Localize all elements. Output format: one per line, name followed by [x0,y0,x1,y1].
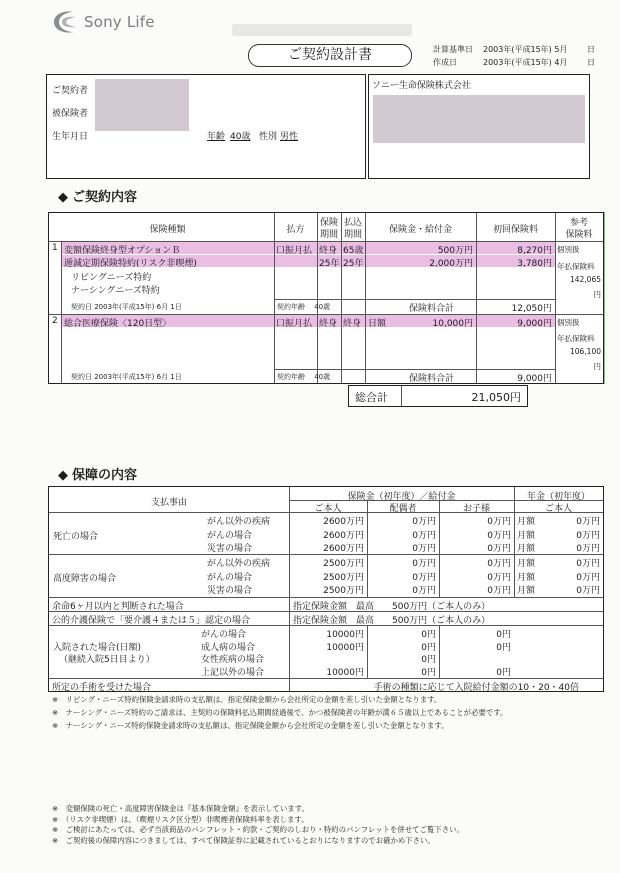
coverage-cause: 災害の場合 [207,544,253,554]
coverage-spouse: 0万円 [412,572,436,583]
header-benefit: 保険金（初年度）／給付金 [347,492,456,502]
coverage-pension: 0万円 [576,572,600,583]
contract-age: 契約年齢 40歳 [277,303,331,311]
hospital-cause: 上記以外の場合 [201,667,265,678]
row-divider [274,369,555,370]
sex-value: 男性 [280,132,299,142]
ref-unit: 円 [593,290,601,299]
redacted-name [95,79,189,131]
sex-label: 性別 [259,132,278,142]
insured-label: 被保険者 [52,109,89,119]
col-divider [274,213,275,383]
hospital-label-1: 入院された場合(日額) [53,643,142,653]
contractor-label: ご契約者 [52,86,89,96]
age-label: 年齢 [207,132,226,142]
footnote: ※ ナーシング・ニーズ特約保険金請求時の支払額は、指定保険金額から会社所定の金額を差し引いた金額となります。 [52,721,449,730]
ref-value: 106,100 [569,347,601,356]
created-date-label: 作成日 [433,58,457,67]
coverage-pension-label: 月額 [517,530,536,541]
subtotal-label: 保険料合計 [409,304,455,314]
ref-label: 年払保険料 [557,334,595,343]
col-divider [365,213,366,383]
hospital-spouse: 0円 [421,667,436,678]
coverage-cause: がんの場合 [207,530,253,541]
terminal-value: 指定保険金額 最高 500万円（ご本人のみ） [293,602,491,612]
hospital-spouse: 0円 [421,655,436,665]
plan-pay: 口振月払 [276,319,313,329]
sony-life-logo-icon [50,8,80,36]
coverage-child: 0万円 [487,572,511,583]
hospital-label-2: （継続入院5日目より） [59,655,155,665]
age-value: 40歳 [230,132,251,142]
coverage-pension: 0万円 [576,530,600,541]
row-divider [49,554,603,555]
coverage-child: 0万円 [487,544,511,554]
hospital-self: 10000円 [326,642,364,653]
calc-date-day: 日 [587,45,595,54]
plan-name: ナーシングニーズ特約 [71,286,160,296]
grand-total-box [348,385,528,407]
row-divider [49,314,603,315]
care-value: 指定保険金額 最高 500万円（ご本人のみ） [293,616,491,626]
coverage-self: 2500万円 [323,559,364,569]
row-divider [49,597,603,598]
coverage-pension: 0万円 [576,586,600,596]
logo-text: Sony Life [84,13,155,31]
footnote: ※ （リスク非喫煙）は、（喫煙リスク区分型）非喫煙者保険料率を表します。 [52,814,309,824]
grand-total-value: 21,050円 [471,391,521,404]
footnote: ※ ご契約後の保障内容につきましては、すべて保険証券に記載されているとおりになりますのでお確かめ下さい。 [52,835,435,845]
header-amount: 保険金・給付金 [388,225,452,235]
ref-unit: 円 [593,362,601,371]
header-child: お子様 [462,504,490,514]
hospital-child: 0円 [496,630,511,640]
coverage-self: 2600万円 [323,517,364,527]
plan-premium: 8,270円 [517,246,552,256]
header-premium: 初回保険料 [492,225,538,235]
ref-type: 個別扱 [557,245,580,254]
hospital-child: 0円 [496,667,511,678]
header-type: 保険種類 [149,225,186,235]
calc-date-value: 2003年(平成15年) 5月 [483,45,568,54]
plan-amount: 10,000円 [432,319,473,329]
header-ref-2: 保険料 [565,230,593,240]
footnote: ※ 変額保険の死亡・高度障害保険金は『基本保険金額』を表示しています。 [52,804,309,813]
row-divider [274,299,555,300]
plan-premium: 3,780円 [517,259,552,269]
coverage-pension: 0万円 [576,517,600,527]
coverage-table [48,486,604,692]
header-pay-period-1: 払込 [343,218,362,228]
subtotal-value: 12,050円 [511,304,552,314]
coverage-pension: 0万円 [576,544,600,554]
coverage-pension-label: 月額 [517,517,536,527]
row-divider [49,678,603,679]
header-ref-1: 参考 [569,218,588,228]
redacted-agent [373,95,585,143]
plan-name: 変額保険終身型オプションＢ [64,246,181,256]
ref-value: 142,065 [569,275,601,284]
company-name: ソニー生命保険株式会社 [372,81,471,91]
surgery-label: 所定の手術を受けた場合 [52,683,152,693]
coverage-spouse: 0万円 [412,559,436,569]
col-divider [61,241,62,383]
col-divider [401,386,402,406]
header-pension-self: ご本人 [544,504,572,514]
plan-amount: 2,000万円 [429,259,473,269]
ref-type: 個別扱 [557,318,580,327]
coverage-self: 2500万円 [323,586,364,596]
coverage-pension-label: 月額 [517,572,536,583]
plan-period: 終身 [319,246,338,256]
plan-amount: 500万円 [437,246,473,256]
coverage-child: 0万円 [487,559,511,569]
disability-label: 高度障害の場合 [53,574,117,584]
coverage-cause: がんの場合 [207,572,253,583]
hospital-cause: がんの場合 [201,630,247,640]
coverage-self: 2600万円 [323,544,364,554]
coverage-spouse: 0万円 [412,586,436,596]
subtotal-label: 保険料合計 [409,374,455,384]
contract-age: 契約年齢 40歳 [277,373,331,381]
coverage-spouse: 0万円 [412,544,436,554]
title-shadow [232,24,412,36]
terminal-label: 余命6ヶ月以内と判断された場合 [52,602,184,612]
plan-period: 終身 [319,319,338,329]
plan-pay-period: 終身 [343,319,362,329]
grand-total-label: 総合計 [355,391,388,404]
plan-premium: 9,000円 [517,319,552,329]
coverage-child: 0万円 [487,586,511,596]
hospital-spouse: 0円 [421,642,436,653]
hospital-self: 10000円 [326,630,364,640]
calc-date-label: 計算基準日 [433,45,473,54]
care-label: 公的介護保険で「要介護４または５」認定の場合 [52,616,251,626]
coverage-pension-label: 月額 [517,559,536,569]
header-pension: 年金（初年度） [526,492,590,502]
plan-name: リビングニーズ特約 [71,273,152,283]
coverage-pension-label: 月額 [517,586,536,596]
coverage-cause: がん以外の疾病 [207,517,271,527]
coverage-child: 0万円 [487,530,511,541]
page-title: ご契約設計書 [248,44,412,67]
footnote: ※ リビング・ニーズ特約保険金請求時の支払額は、指定保険金額から会社所定の金額を差し引いた金額となります。 [52,695,442,704]
header-pay-method: 払方 [286,225,305,235]
plan-pay-period: 25年 [343,259,364,269]
coverage-self: 2500万円 [323,572,364,583]
coverage-spouse: 0万円 [412,530,436,541]
coverage-pension: 0万円 [576,559,600,569]
contract-date: 契約日 2003年(平成15年) 6月 1日 [71,303,182,311]
subtotal-value: 9,000円 [517,374,552,384]
hospital-child: 0円 [496,642,511,653]
plan-period: 25年 [319,259,340,269]
group-number: 2 [52,316,58,326]
header-period-1: 保険 [319,218,338,228]
death-label: 死亡の場合 [53,532,99,542]
hospital-cause: 女性疾病の場合 [201,655,265,665]
ref-label: 年払保険料 [557,262,595,271]
birth-label: 生年月日 [52,132,89,142]
created-date-day: 日 [587,58,595,67]
header-event: 支払事由 [150,498,187,508]
coverage-cause: 災害の場合 [207,586,253,596]
contract-date: 契約日 2003年(平成15年) 6月 1日 [71,373,182,381]
header-pay-period-2: 期間 [343,230,362,240]
footnote: ※ ご検討にあたっては、必ず当該商品のパンフレット・約款・ご契約のしおり・特約のパンフレットを併せてご覧下さい。 [52,825,464,834]
header-self: ご本人 [314,504,342,514]
hospital-spouse: 0円 [421,630,436,640]
created-date-value: 2003年(平成15年) 4月 [483,58,568,67]
company-box [368,74,590,179]
contract-section-title: ◆ ご契約内容 [58,186,137,205]
coverage-section-title: ◆ 保障の内容 [58,464,137,483]
coverage-pension-label: 月額 [517,544,536,554]
hospital-self: 10000円 [326,667,364,678]
group-number: 1 [52,243,58,253]
coverage-self: 2600万円 [323,530,364,541]
plan-pay: 口振月払 [276,246,313,256]
col-divider [476,213,477,383]
coverage-child: 0万円 [487,517,511,527]
customer-info-box [46,74,366,179]
coverage-cause: がん以外の疾病 [207,559,271,569]
plan-name: 逓減定期保険特約(リスク非喫煙) [64,259,197,269]
hospital-cause: 成人病の場合 [201,642,256,653]
plan-pay-period: 65歳 [343,246,364,256]
contract-table [48,212,604,384]
row-divider [49,241,603,242]
header-period-2: 期間 [319,230,338,240]
footnote: ※ ナーシング・ニーズ特約のご請求は、主契約の保険料払込期間経過後で、かつ被保険者の年齢が満６５歳以上であることが必要です。 [52,708,508,717]
surgery-value: 手術の種類に応じて入院給付金額の10・20・40倍 [373,683,579,693]
plan-amount-label: 日額 [368,319,387,329]
coverage-spouse: 0万円 [412,517,436,527]
plan-name: 総合医療保険〈120日型〉 [64,319,172,329]
header-spouse: 配偶者 [389,504,417,514]
